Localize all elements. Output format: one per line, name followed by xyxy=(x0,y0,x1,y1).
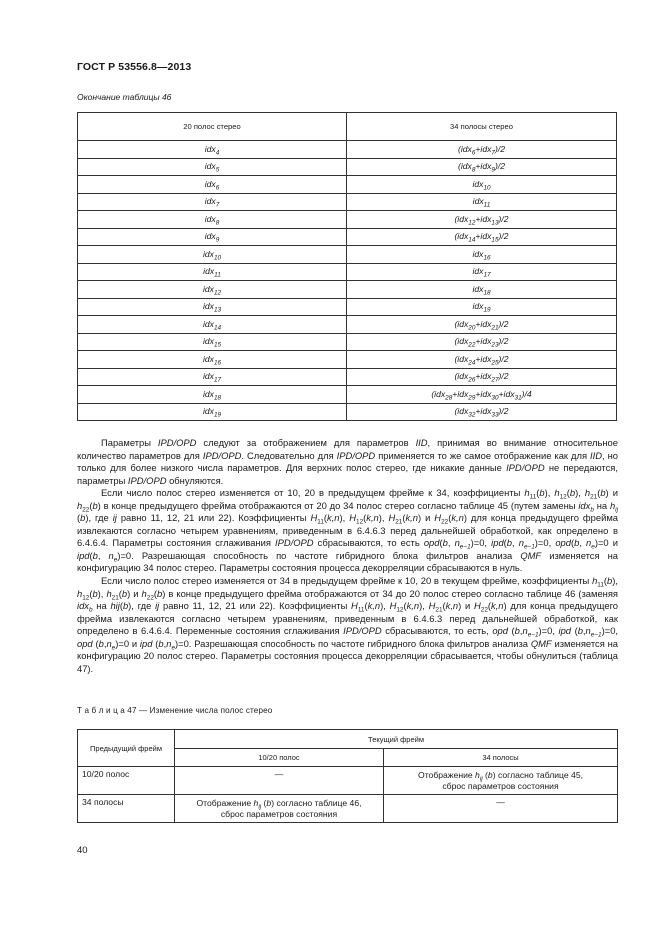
page-number: 40 xyxy=(77,845,88,856)
table47-caption: Т а б л и ц а 47 — Изменение числа полос стерео xyxy=(77,706,273,715)
table46-cell-34-bands: (idx$_6$+idx$_7$)/2 xyxy=(347,141,617,159)
table47-row2-34: — xyxy=(384,795,618,823)
table47-current-frame-header: Текущий фрейм xyxy=(175,730,618,749)
table46-cell-34-bands: idx$_{11}$ xyxy=(347,193,617,211)
paragraph-switch-from-34: Если число полос стерео изменяется от 34 в предыдущем фрейме к 10, 20 в текущем фрейме, коэффициенты $h_{11}(b)$, $h_{12}(b)$, $h_{21}(b)$ и $h_{22}(b)$ в конце предыдущего фрейма отображаются от 34 до 20 полос стерео согласно таблице 46 (заменяя idx$_b$ на hij(b), где ij равно 11, 12, 21 или 22). Коэффициенты $H_{11}(k,n)$, $H_{12}(k,n)$, $H_{21}(k,n)$ и $H_{22}(k,n)$ для конца предыдущего фрейма извлекаются согласно четырем уравнениям, приведенным в 6.4.6.3 перед дальнейшей обработкой, как определено в 6.4.6.4. Переменные состояния сглаживания IPD/OPD сбрасываются, то есть, opd $(b,n_{e-1})=0$, ipd $(b,n_{e-1})=0$, opd $(b,n_e)=0$ и ipd $(b,n_e)=0$. Разрешающая способность по частоте гибридного блока фильтров анализа QMF изменяется на конфигурацию 20 полос стерео. Параметры состояния процесса декорреляции сбрасывается, чтобы обнулиться (таблица 47). xyxy=(77,575,619,674)
table-row xyxy=(78,141,617,159)
table47-row2-10-20: Отображение $h_{ij}$ (b) согласно таблице 46, сброс параметров состояния xyxy=(175,795,384,823)
table46-cell-20-bands: idx$_{14}$ xyxy=(78,316,347,334)
paragraph-switch-to-34: Если число полос стерео изменяется от 10, 20 в предыдущем фрейме к 34, коэффициенты $h_{11}(b)$, $h_{12}(b)$, $h_{21}(b)$ и $h_{22}(b)$ в конце предыдущего фрейма отображаются от 20 до 34 полос стерео согласно таблице 45 (путем замены idx$_b$ на $h_{ij}$ (b), где ij равно 11, 12, 21 или 22). Коэффициенты $H_{11}(k,n)$, $H_{12}(k,n)$, $H_{21}(k,n)$ и $H_{22}(k,n)$ для конца предыдущего фрейма извлекаются согласно четырем уравнениям, приведенным в 6.4.6.3 перед дальнейшей обработкой, как определено в 6.4.6.4. Параметры состояния сглаживания IPD/OPD сбрасываются, то есть opd(b, $n_{e-1})=0$, ipd(b, $n_{e-1})=0$, opd(b, $n_e)=0$ и ipd(b, $n_e)=0$. Разрешающая способность по частоте гибридного блока фильтров анализа QMF изменяется на конфигурацию 34 полос стерео. Параметры состояния процесса декорреляции сбрасываются в нуль. xyxy=(77,487,619,574)
table-row xyxy=(78,211,617,229)
table-row xyxy=(78,316,617,334)
table46-cell-20-bands: idx$_8$ xyxy=(78,211,347,229)
table-row xyxy=(78,351,617,369)
table46-cell-34-bands: (idx$_{12}$+idx$_{13}$)/2 xyxy=(347,211,617,229)
table46-cell-20-bands: idx$_{11}$ xyxy=(78,263,347,281)
table47-10-20-header: 10/20 полос xyxy=(175,749,384,767)
table46-cell-20-bands: idx$_{13}$ xyxy=(78,298,347,316)
table46-cell-34-bands: (idx$_8$+idx$_9$)/2 xyxy=(347,158,617,176)
table46-cell-34-bands: (idx$_{32}$+idx$_{33}$)/2 xyxy=(347,403,617,421)
table-row xyxy=(78,386,617,404)
table46-cell-20-bands: idx$_9$ xyxy=(78,228,347,246)
table46-cell-34-bands: idx$_{19}$ xyxy=(347,298,617,316)
table46-cell-34-bands: (idx$_{28}$+idx$_{29}$+idx$_{30}$+idx$_{31}$)/4 xyxy=(347,386,617,404)
table-47 xyxy=(77,729,618,823)
table47-row1-10-20: — xyxy=(175,767,384,795)
table-row xyxy=(78,158,617,176)
table46-col2-header: 34 полосы стерео xyxy=(347,113,617,141)
table-row xyxy=(78,333,617,351)
table-row xyxy=(78,403,617,421)
table46-cell-20-bands: idx$_{12}$ xyxy=(78,281,347,299)
table-row xyxy=(78,263,617,281)
table-row xyxy=(78,176,617,194)
table46-cell-34-bands: (idx$_{22}$+idx$_{23}$)/2 xyxy=(347,333,617,351)
body-text xyxy=(77,437,618,675)
paragraph-ipd-opd-mapping: Параметры IPD/OPD следуют за отображением для параметров IID, принимая во внимание относительное количество параметров для IPD/OPD. Следовательно для IPD/OPD применяется то же самое отображение как для IID, но только для более низкого числа параметров. Для верхних полос стерео, где никакие данные IPD/OPD не передаются, параметры IPD/OPD обнуляются. xyxy=(77,437,618,486)
table-row xyxy=(78,368,617,386)
table46-cell-20-bands: idx$_{16}$ xyxy=(78,351,347,369)
table46-cell-34-bands: (idx$_{20}$+idx$_{21}$)/2 xyxy=(347,316,617,334)
table46-cell-20-bands: idx$_{15}$ xyxy=(78,333,347,351)
table46-cell-20-bands: idx$_5$ xyxy=(78,158,347,176)
table46-cell-20-bands: idx$_{18}$ xyxy=(78,386,347,404)
table47-row1-34: Отображение $h_{ij}$ (b) согласно таблице 45, сброс параметров состояния xyxy=(384,767,618,795)
table46-cell-34-bands: (idx$_{24}$+idx$_{25}$)/2 xyxy=(347,351,617,369)
table47-row2-label: 34 полосы xyxy=(78,795,175,823)
table-46 xyxy=(77,112,617,421)
table46-col1-header: 20 полос стерео xyxy=(78,113,347,141)
table47-34-header: 34 полосы xyxy=(384,749,618,767)
table-row xyxy=(78,193,617,211)
document-header: ГОСТ Р 53556.8—2013 xyxy=(77,61,192,73)
table46-cell-34-bands: idx$_{17}$ xyxy=(347,263,617,281)
table46-cell-34-bands: idx$_{18}$ xyxy=(347,281,617,299)
table-row xyxy=(78,281,617,299)
table46-cell-34-bands: idx$_{10}$ xyxy=(347,176,617,194)
table47-row1-label: 10/20 полос xyxy=(78,767,175,795)
table46-caption: Окончание таблицы 46 xyxy=(77,92,172,102)
table46-cell-20-bands: idx$_{19}$ xyxy=(78,403,347,421)
table-row xyxy=(78,228,617,246)
table-row xyxy=(78,298,617,316)
table46-cell-34-bands: idx$_{16}$ xyxy=(347,246,617,264)
table46-cell-20-bands: idx$_{10}$ xyxy=(78,246,347,264)
table47-prev-frame-header: Предыдущий фрейм xyxy=(78,730,175,767)
table46-cell-34-bands: (idx$_{26}$+idx$_{27}$)/2 xyxy=(347,368,617,386)
table46-cell-34-bands: (idx$_{14}$+idx$_{15}$)/2 xyxy=(347,228,617,246)
table46-cell-20-bands: idx$_6$ xyxy=(78,176,347,194)
table-row xyxy=(78,246,617,264)
table46-cell-20-bands: idx$_4$ xyxy=(78,141,347,159)
table46-cell-20-bands: idx$_7$ xyxy=(78,193,347,211)
table46-cell-20-bands: idx$_{17}$ xyxy=(78,368,347,386)
